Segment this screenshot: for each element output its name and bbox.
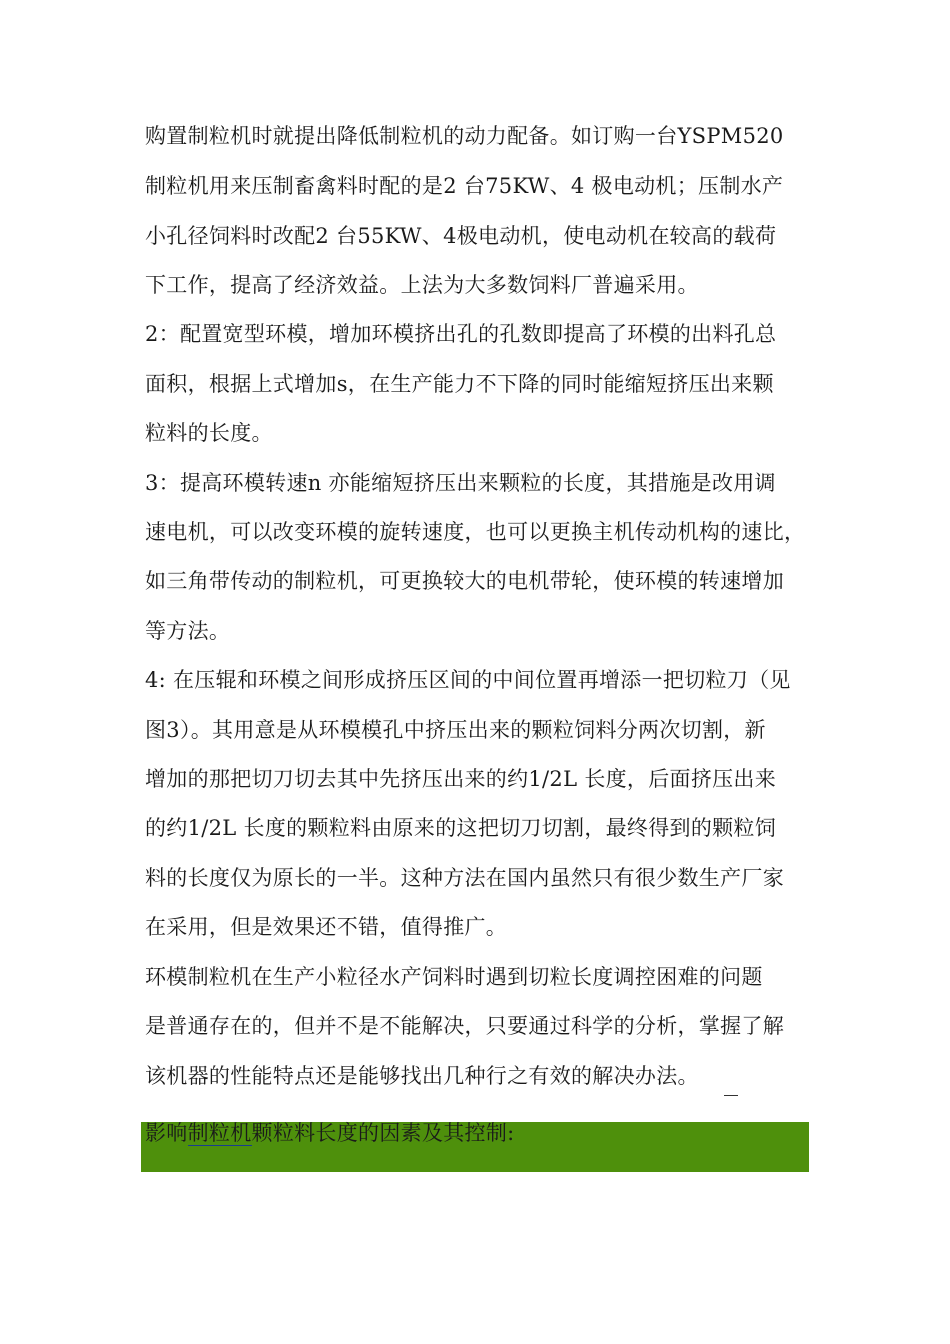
paragraph-line: 该机器的性能特点还是能够找出几种行之有效的解决办法。 (145, 1064, 699, 1088)
banner-heading (145, 1119, 515, 1147)
paragraph-line: 等方法。 (145, 619, 231, 643)
paragraph-line: 如三角带传动的制粒机，可更换较大的电机带轮，使环模的转速增加 (145, 569, 784, 593)
paragraph-line: 环模制粒机在生产小粒径水产饲料时遇到切粒长度调控困难的问题 (145, 965, 763, 989)
paragraph-line: 购置制粒机时就提出降低制粒机的动力配备。如订购一台YSPM520 (145, 124, 784, 148)
paragraph-line: 制粒机用来压制畜禽料时配的是2 台75KW、4 极电动机；压制水产 (145, 174, 784, 198)
paragraph-line: 的约1/2L 长度的颗粒料由原来的这把切刀切割，最终得到的颗粒饲 (145, 816, 777, 840)
banner-suffix: 颗粒料长度的因素及其控制: (251, 1121, 515, 1145)
paragraph-line: 面积，根据上式增加s，在生产能力不下降的同时能缩短挤压出来颗 (145, 372, 774, 396)
paragraph-line: 3：提高环模转速n 亦能缩短挤压出来颗粒的长度，其措施是改用调 (145, 471, 776, 495)
paragraph-line: 小孔径饲料时改配2 台55KW、4极电动机，使电动机在较高的载荷 (145, 224, 777, 248)
banner-prefix: 影响 (145, 1121, 188, 1145)
paragraph-line: 2：配置宽型环模，增加环模挤出孔的孔数即提高了环模的出料孔总 (145, 322, 777, 346)
paragraph-line: 图3）。其用意是从环模模孔中挤压出来的颗粒饲料分两次切割，新 (145, 718, 766, 742)
paragraph-line: 是普通存在的，但并不是不能解决，只要通过科学的分析，掌握了解 (145, 1014, 784, 1038)
paragraph-line: 料的长度仅为原长的一半。这种方法在国内虽然只有很少数生产厂家 (145, 866, 784, 890)
paragraph-line: 粒料的长度。 (145, 421, 273, 445)
paragraph-line: 4: 在压辊和环模之间形成挤压区间的中间位置再增添一把切粒刀（见 (145, 668, 791, 692)
text-cursor-dash (724, 1095, 738, 1096)
paragraph-line: 下工作，提高了经济效益。上法为大多数饲料厂普遍采用。 (145, 273, 699, 297)
paragraph-line: 增加的那把切刀切去其中先挤压出来的约1/2L 长度，后面挤压出来 (145, 767, 777, 791)
machine-link[interactable]: 制粒机 (187, 1121, 252, 1145)
paragraph-line: 在采用，但是效果还不错，值得推广。 (145, 915, 508, 939)
paragraph-line: 速电机，可以改变环模的旋转速度，也可以更换主机传动机构的速比， (145, 520, 806, 544)
